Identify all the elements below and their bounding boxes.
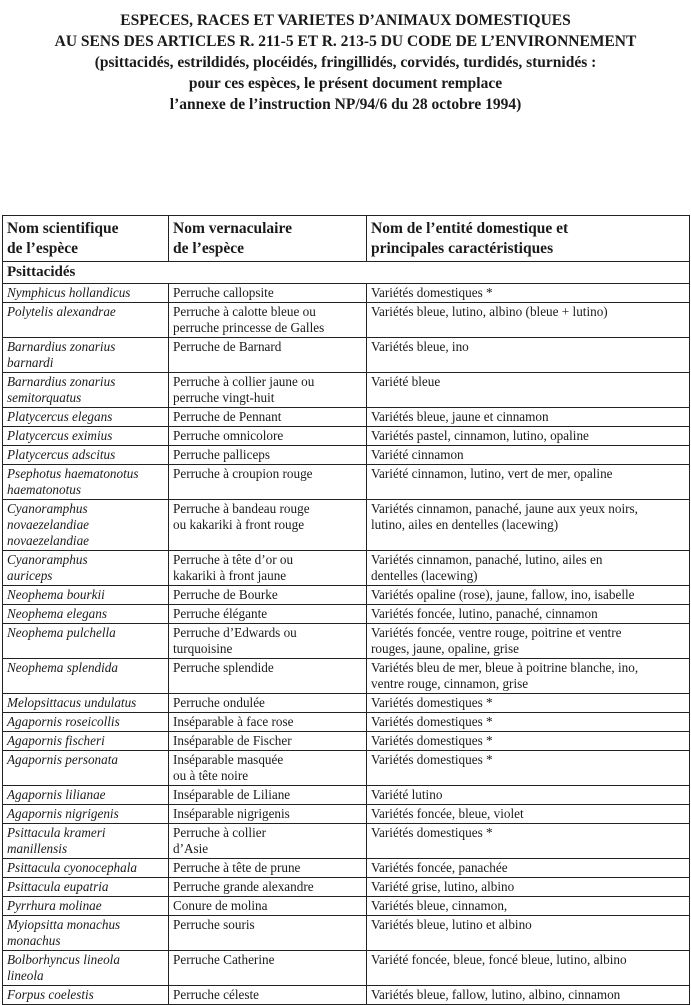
table-row <box>3 465 690 500</box>
scientific-name-cell <box>3 624 169 659</box>
cell-line: Neophema splendida <box>7 660 118 675</box>
scientific-name-cell <box>3 732 169 751</box>
table-row <box>3 751 690 786</box>
cell-line: novaezelandiae <box>7 533 90 548</box>
table-row <box>3 338 690 373</box>
vernacular-name-cell <box>169 284 367 303</box>
domestic-entity-cell <box>367 713 690 732</box>
cell-line: Perruche de Barnard <box>173 339 282 354</box>
cell-line: lineola <box>7 968 44 983</box>
species-table <box>2 215 690 1005</box>
cell-line: Neophema bourkii <box>7 587 105 602</box>
domestic-entity-cell <box>367 805 690 824</box>
scientific-name-cell <box>3 408 169 427</box>
domestic-entity-cell <box>367 732 690 751</box>
cell-line: Myiopsitta monachus <box>7 917 121 932</box>
vernacular-name-cell <box>169 751 367 786</box>
cell-line: lutino, ailes en dentelles (lacewing) <box>371 517 559 532</box>
header-line-4: pour ces espèces, le présent document remplace <box>188 75 503 92</box>
table-row <box>3 605 690 624</box>
vernacular-name-cell <box>169 786 367 805</box>
document-header <box>0 10 691 115</box>
vernacular-name-cell <box>169 373 367 408</box>
column-header-vernacular-name: Nom vernaculaire de l’espèce <box>169 216 367 262</box>
cell-line: Perruche de Pennant <box>173 409 282 424</box>
cell-line: Variétés bleue, jaune et cinnamon <box>371 409 549 424</box>
cell-line: Psittacula krameri <box>7 825 106 840</box>
domestic-entity-cell <box>367 427 690 446</box>
cell-line: manillensis <box>7 841 68 856</box>
cell-line: Variété cinnamon, lutino, vert de mer, opaline <box>371 466 613 481</box>
cell-line: Agapornis roseicollis <box>7 714 120 729</box>
domestic-entity-cell <box>367 786 690 805</box>
cell-line: Variétés bleue, fallow, lutino, albino, cinnamon <box>371 987 621 1002</box>
vernacular-name-cell <box>169 551 367 586</box>
scientific-name-cell <box>3 605 169 624</box>
cell-line: semitorquatus <box>7 390 82 405</box>
vernacular-name-cell <box>169 586 367 605</box>
cell-line: Variété bleue <box>371 374 441 389</box>
table-row <box>3 713 690 732</box>
header-line-1: ESPECES, RACES ET VARIETES D’ANIMAUX DOMESTIQUES <box>120 12 571 29</box>
cell-line: Variétés bleue, lutino, albino (bleue + lutino) <box>371 304 608 319</box>
cell-line: perruche vingt-huit <box>173 390 275 405</box>
scientific-name-cell <box>3 986 169 1005</box>
cell-line: Inséparable masquée <box>173 752 284 767</box>
vernacular-name-cell <box>169 465 367 500</box>
scientific-name-cell <box>3 751 169 786</box>
vernacular-name-cell <box>169 427 367 446</box>
domestic-entity-cell <box>367 859 690 878</box>
table-row <box>3 786 690 805</box>
cell-line: Platycercus adscitus <box>7 447 116 462</box>
scientific-name-cell <box>3 338 169 373</box>
cell-line: Perruche à collier <box>173 825 266 840</box>
column-header-scientific-name: Nom scientifique de l’espèce <box>3 216 169 262</box>
table-row <box>3 373 690 408</box>
vernacular-name-cell <box>169 303 367 338</box>
cell-line: Neophema pulchella <box>7 625 116 640</box>
domestic-entity-cell <box>367 500 690 551</box>
scientific-name-cell <box>3 284 169 303</box>
cell-line: Variétés cinnamon, panaché, lutino, ailes en <box>371 552 603 567</box>
cell-line: Variétés foncée, lutino, panaché, cinnamon <box>371 606 598 621</box>
cell-line: Variétés domestiques * <box>371 695 493 710</box>
cell-line: monachus <box>7 933 61 948</box>
vernacular-name-cell <box>169 500 367 551</box>
cell-line: Perruche à tête de prune <box>173 860 301 875</box>
cell-line: Nymphicus hollandicus <box>7 285 131 300</box>
cell-line: Variétés pastel, cinnamon, lutino, opaline <box>371 428 589 443</box>
vernacular-name-cell <box>169 408 367 427</box>
cell-line: Variétés domestiques * <box>371 285 493 300</box>
cell-line: rouges, jaune, opaline, grise <box>371 641 519 656</box>
vernacular-name-cell <box>169 805 367 824</box>
cell-line: Variétés domestiques * <box>371 752 493 767</box>
cell-line: Variétés bleue, ino <box>371 339 469 354</box>
cell-line: ou kakariki à front rouge <box>173 517 305 532</box>
vernacular-name-cell <box>169 916 367 951</box>
table-row <box>3 859 690 878</box>
cell-line: Psephotus haematonotus <box>7 466 139 481</box>
cell-line: d’Asie <box>173 841 209 856</box>
domestic-entity-cell <box>367 284 690 303</box>
cell-line: Agapornis nigrigenis <box>7 806 119 821</box>
vernacular-name-cell <box>169 824 367 859</box>
vernacular-name-cell <box>169 338 367 373</box>
domestic-entity-cell <box>367 751 690 786</box>
cell-line: Variétés bleue, cinnamon, <box>371 898 508 913</box>
cell-line: barnardi <box>7 355 54 370</box>
cell-line: Melopsittacus undulatus <box>7 695 137 710</box>
domestic-entity-cell <box>367 586 690 605</box>
cell-line: Inséparable à face rose <box>173 714 294 729</box>
table-row <box>3 408 690 427</box>
domestic-entity-cell <box>367 624 690 659</box>
table-row <box>3 500 690 551</box>
cell-line: Barnardius zonarius <box>7 339 116 354</box>
cell-line: Pyrrhura molinae <box>7 898 102 913</box>
cell-line: Inséparable de Fischer <box>173 733 292 748</box>
scientific-name-cell <box>3 805 169 824</box>
scientific-name-cell <box>3 446 169 465</box>
cell-line: Psittacula eupatria <box>7 879 109 894</box>
vernacular-name-cell <box>169 446 367 465</box>
cell-line: turquoisine <box>173 641 233 656</box>
cell-line: Variétés foncée, panachée <box>371 860 508 875</box>
table-row <box>3 732 690 751</box>
cell-line: Bolborhyncus lineola <box>7 952 120 967</box>
vernacular-name-cell <box>169 732 367 751</box>
cell-line: Perruche Catherine <box>173 952 275 967</box>
scientific-name-cell <box>3 694 169 713</box>
table-row <box>3 878 690 897</box>
cell-line: Perruche callopsite <box>173 285 274 300</box>
domestic-entity-cell <box>367 373 690 408</box>
cell-line: Inséparable de Liliane <box>173 787 291 802</box>
cell-line: Variétés bleue, lutino et albino <box>371 917 532 932</box>
domestic-entity-cell <box>367 551 690 586</box>
cell-line: Polytelis alexandrae <box>7 304 116 319</box>
cell-line: Perruche d’Edwards ou <box>173 625 297 640</box>
cell-line: Perruche grande alexandre <box>173 879 314 894</box>
cell-line: Neophema elegans <box>7 606 107 621</box>
cell-line: Variétés opaline (rose), jaune, fallow, ino, isabelle <box>371 587 635 602</box>
vernacular-name-cell <box>169 713 367 732</box>
group-row <box>3 262 690 284</box>
header-line-5: l’annexe de l’instruction NP/94/6 du 28 octobre 1994) <box>169 96 522 113</box>
domestic-entity-cell <box>367 986 690 1005</box>
cell-line: Agapornis lilianae <box>7 787 106 802</box>
cell-line: Agapornis fischeri <box>7 733 105 748</box>
domestic-entity-cell <box>367 465 690 500</box>
table-row <box>3 916 690 951</box>
cell-line: Forpus coelestis <box>7 987 94 1002</box>
cell-line: Psittacula cyonocephala <box>7 860 138 875</box>
cell-line: Perruche de Bourke <box>173 587 278 602</box>
cell-line: Perruche omnicolore <box>173 428 284 443</box>
cell-line: Perruche à calotte bleue ou <box>173 304 316 319</box>
scientific-name-cell <box>3 878 169 897</box>
cell-line: auriceps <box>7 568 53 583</box>
domestic-entity-cell <box>367 951 690 986</box>
vernacular-name-cell <box>169 624 367 659</box>
table-row <box>3 805 690 824</box>
cell-line: Variété cinnamon <box>371 447 464 462</box>
cell-line: Cyanoramphus <box>7 552 88 567</box>
cell-line: Conure de molina <box>173 898 268 913</box>
scientific-name-cell <box>3 659 169 694</box>
domestic-entity-cell <box>367 878 690 897</box>
cell-line: perruche princesse de Galles <box>173 320 325 335</box>
cell-line: Variétés bleu de mer, bleue à poitrine blanche, ino, <box>371 660 639 675</box>
cell-line: Platycercus eximius <box>7 428 113 443</box>
domestic-entity-cell <box>367 694 690 713</box>
table-row <box>3 986 690 1005</box>
group-label-psittacides: Psittacidés <box>3 262 690 284</box>
domestic-entity-cell <box>367 408 690 427</box>
domestic-entity-cell <box>367 446 690 465</box>
domestic-entity-cell <box>367 605 690 624</box>
scientific-name-cell <box>3 303 169 338</box>
cell-line: Variété foncée, bleue, foncé bleue, lutino, albino <box>371 952 627 967</box>
cell-line: Perruche céleste <box>173 987 260 1002</box>
cell-line: Cyanoramphus <box>7 501 88 516</box>
cell-line: Variétés foncée, bleue, violet <box>371 806 524 821</box>
scientific-name-cell <box>3 786 169 805</box>
scientific-name-cell <box>3 500 169 551</box>
cell-line: haematonotus <box>7 482 81 497</box>
domestic-entity-cell <box>367 916 690 951</box>
cell-line: Perruche souris <box>173 917 255 932</box>
cell-line: Variétés foncée, ventre rouge, poitrine et ventre <box>371 625 622 640</box>
cell-line: kakariki à front jaune <box>173 568 287 583</box>
cell-line: Variété lutino <box>371 787 443 802</box>
vernacular-name-cell <box>169 605 367 624</box>
domestic-entity-cell <box>367 338 690 373</box>
cell-line: Perruche à collier jaune ou <box>173 374 315 389</box>
domestic-entity-cell <box>367 897 690 916</box>
table-row <box>3 694 690 713</box>
vernacular-name-cell <box>169 951 367 986</box>
cell-line: Inséparable nigrigenis <box>173 806 290 821</box>
scientific-name-cell <box>3 713 169 732</box>
header-line-2: AU SENS DES ARTICLES R. 211-5 ET R. 213-5 DU CODE DE L’ENVIRONNEMENT <box>54 33 637 50</box>
table-row <box>3 551 690 586</box>
table-row <box>3 659 690 694</box>
scientific-name-cell <box>3 859 169 878</box>
vernacular-name-cell <box>169 897 367 916</box>
cell-line: Perruche splendide <box>173 660 274 675</box>
table-header-row <box>3 216 690 262</box>
vernacular-name-cell <box>169 859 367 878</box>
vernacular-name-cell <box>169 659 367 694</box>
cell-line: novaezelandiae <box>7 517 90 532</box>
table-row <box>3 303 690 338</box>
scientific-name-cell <box>3 951 169 986</box>
domestic-entity-cell <box>367 303 690 338</box>
cell-line: ventre rouge, cinnamon, grise <box>371 676 529 691</box>
cell-line: Platycercus elegans <box>7 409 113 424</box>
table-row <box>3 897 690 916</box>
cell-line: Perruche élégante <box>173 606 268 621</box>
cell-line: Variétés domestiques * <box>371 825 493 840</box>
scientific-name-cell <box>3 373 169 408</box>
column-header-domestic-entity: Nom de l’entité domestique et principales caractéristiques <box>367 216 690 262</box>
scientific-name-cell <box>3 897 169 916</box>
cell-line: dentelles (lacewing) <box>371 568 478 583</box>
scientific-name-cell <box>3 465 169 500</box>
table-row <box>3 427 690 446</box>
cell-line: Perruche à bandeau rouge <box>173 501 310 516</box>
cell-line: Agapornis personata <box>7 752 118 767</box>
scientific-name-cell <box>3 586 169 605</box>
vernacular-name-cell <box>169 694 367 713</box>
scientific-name-cell <box>3 427 169 446</box>
cell-line: Perruche ondulée <box>173 695 265 710</box>
vernacular-name-cell <box>169 878 367 897</box>
table-row <box>3 951 690 986</box>
cell-line: Variétés domestiques * <box>371 714 493 729</box>
scientific-name-cell <box>3 916 169 951</box>
cell-line: ou à tête noire <box>173 768 249 783</box>
cell-line: Barnardius zonarius <box>7 374 116 389</box>
scientific-name-cell <box>3 824 169 859</box>
table-row <box>3 284 690 303</box>
cell-line: Perruche à tête d’or ou <box>173 552 294 567</box>
domestic-entity-cell <box>367 824 690 859</box>
domestic-entity-cell <box>367 659 690 694</box>
table-row <box>3 824 690 859</box>
table-row <box>3 446 690 465</box>
header-line-3: (psittacidés, estrildidés, plocéidés, fringillidés, corvidés, turdidés, sturnidés : <box>94 54 597 71</box>
vernacular-name-cell <box>169 986 367 1005</box>
scientific-name-cell <box>3 551 169 586</box>
table-row <box>3 586 690 605</box>
cell-line: Variété grise, lutino, albino <box>371 879 515 894</box>
cell-line: Variétés cinnamon, panaché, jaune aux yeux noirs, <box>371 501 638 516</box>
cell-line: Variétés domestiques * <box>371 733 493 748</box>
cell-line: Perruche à croupion rouge <box>173 466 313 481</box>
cell-line: Perruche palliceps <box>173 447 271 462</box>
table-row <box>3 624 690 659</box>
